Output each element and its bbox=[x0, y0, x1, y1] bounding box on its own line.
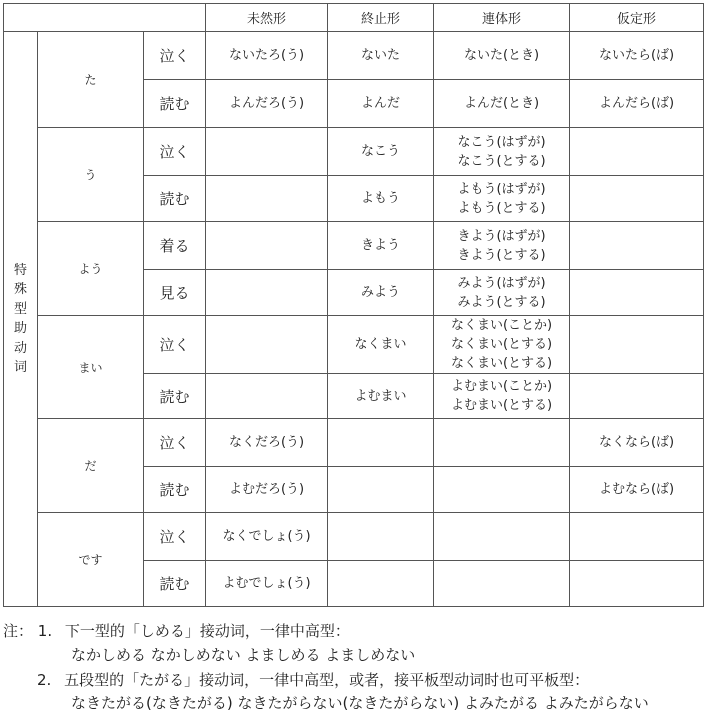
category-char: 殊 bbox=[13, 282, 27, 297]
form-text: よんだ(とき) bbox=[463, 96, 540, 111]
form-cell-rentai bbox=[434, 80, 570, 128]
form-cell-katei bbox=[570, 270, 704, 316]
form-cell-shushi bbox=[328, 222, 434, 270]
table-row bbox=[4, 419, 704, 467]
aux-verb-cell: う bbox=[38, 128, 144, 222]
form-text: よんだろ(う) bbox=[228, 96, 305, 111]
form-text: よむまい(とする) bbox=[450, 398, 553, 413]
form-cell-shushi bbox=[328, 419, 434, 467]
form-cell-rentai bbox=[434, 561, 570, 607]
header-mizen: 未然形 bbox=[206, 4, 328, 32]
form-text: きよう bbox=[361, 238, 401, 253]
form-cell-katei bbox=[570, 316, 704, 374]
header-katei: 仮定形 bbox=[570, 4, 704, 32]
header-shushi: 終止形 bbox=[328, 4, 434, 32]
form-cell-mizen bbox=[206, 32, 328, 80]
form-text: みよう bbox=[361, 285, 401, 300]
verb-cell: 泣く bbox=[144, 513, 206, 561]
form-cell-katei bbox=[570, 32, 704, 80]
verb-cell: 泣く bbox=[144, 32, 206, 80]
form-cell-shushi bbox=[328, 80, 434, 128]
aux-verb-cell: だ bbox=[38, 419, 144, 513]
form-text: よむまい bbox=[354, 388, 407, 404]
note-1 bbox=[3, 620, 350, 643]
table-row bbox=[4, 513, 704, 561]
form-cell-mizen bbox=[206, 419, 328, 467]
form-cell-mizen bbox=[206, 222, 328, 270]
form-text: なくまい bbox=[354, 337, 407, 352]
form-cell-rentai bbox=[434, 316, 570, 374]
form-cell-mizen bbox=[206, 80, 328, 128]
header-row bbox=[4, 4, 704, 32]
form-cell-katei bbox=[570, 176, 704, 222]
form-cell-mizen bbox=[206, 128, 328, 176]
form-text: きよう(はずが) bbox=[457, 228, 546, 244]
verb-cell: 読む bbox=[144, 374, 206, 419]
form-text: みよう(とする) bbox=[457, 294, 546, 310]
form-cell-rentai bbox=[434, 32, 570, 80]
form-text: なくでしょ(う) bbox=[222, 529, 311, 544]
form-cell-shushi bbox=[328, 32, 434, 80]
form-cell-katei bbox=[570, 222, 704, 270]
form-cell-katei bbox=[570, 80, 704, 128]
form-text: きよう(とする) bbox=[457, 247, 546, 263]
form-text: よむなら(ば) bbox=[598, 482, 675, 497]
form-text: ないたろ(う) bbox=[228, 48, 305, 63]
form-text: よむでしょ(う) bbox=[222, 576, 311, 591]
aux-verb-cell: よう bbox=[38, 222, 144, 316]
verb-cell: 泣く bbox=[144, 316, 206, 374]
verb-cell: 読む bbox=[144, 80, 206, 128]
note-2-examples: なきたがる(なきたがる) なきたがらない(なきたがらない) よみたがる よみたがらない bbox=[71, 694, 649, 712]
aux-verb-cell: です bbox=[38, 513, 144, 607]
form-cell-katei bbox=[570, 561, 704, 607]
note-2-label: 2. bbox=[37, 671, 52, 689]
form-cell-rentai bbox=[434, 270, 570, 316]
category-label bbox=[4, 32, 38, 607]
verb-cell: 読む bbox=[144, 467, 206, 513]
form-text: なこう bbox=[361, 144, 401, 159]
form-cell-rentai bbox=[434, 467, 570, 513]
form-cell-mizen bbox=[206, 513, 328, 561]
verb-cell: 読む bbox=[144, 176, 206, 222]
form-cell-katei bbox=[570, 374, 704, 419]
form-cell-shushi bbox=[328, 467, 434, 513]
form-cell-mizen bbox=[206, 176, 328, 222]
header-rentai: 連体形 bbox=[434, 4, 570, 32]
form-cell-shushi bbox=[328, 561, 434, 607]
aux-verb-cell: た bbox=[38, 32, 144, 128]
form-cell-katei bbox=[570, 128, 704, 176]
accent-table bbox=[3, 3, 704, 607]
verb-cell: 泣く bbox=[144, 419, 206, 467]
category-char: 动 bbox=[13, 340, 27, 356]
form-cell-shushi bbox=[328, 316, 434, 374]
form-cell-rentai bbox=[434, 176, 570, 222]
form-text: よもう(とする) bbox=[457, 200, 546, 216]
form-cell-katei bbox=[570, 467, 704, 513]
note-2-text: 五段型的「たがる」接动词，一律中高型，或者，接平板型动词时也可平板型： bbox=[64, 671, 590, 689]
form-cell-rentai bbox=[434, 374, 570, 419]
category-char: 特 bbox=[13, 262, 27, 278]
category-char: 助 bbox=[13, 321, 27, 336]
category-char: 型 bbox=[13, 301, 27, 317]
form-cell-mizen bbox=[206, 467, 328, 513]
form-text: なこう(とする) bbox=[457, 153, 546, 169]
verb-cell: 泣く bbox=[144, 128, 206, 176]
form-text: よもう bbox=[361, 191, 401, 206]
table-body bbox=[4, 32, 704, 607]
form-cell-mizen bbox=[206, 374, 328, 419]
form-cell-shushi bbox=[328, 270, 434, 316]
table-row bbox=[4, 316, 704, 374]
form-text: みよう(はずが) bbox=[457, 275, 546, 291]
form-text: よむだろ(う) bbox=[228, 482, 305, 497]
form-text: よんだ bbox=[361, 96, 401, 111]
form-text: よんだら(ば) bbox=[598, 96, 675, 111]
form-cell-shushi bbox=[328, 374, 434, 419]
note-2 bbox=[37, 669, 589, 692]
form-text: よもう(はずが) bbox=[457, 181, 546, 197]
note-1-label: 1. bbox=[37, 622, 53, 640]
form-text: なくまい(ことか) bbox=[450, 318, 553, 333]
table-row bbox=[4, 32, 704, 80]
header-blank bbox=[4, 4, 206, 32]
verb-cell: 見る bbox=[144, 270, 206, 316]
form-text: なこう(はずが) bbox=[457, 134, 546, 150]
form-cell-rentai bbox=[434, 419, 570, 467]
form-text: なくなら(ば) bbox=[598, 435, 675, 450]
note-prefix: 注： bbox=[3, 622, 34, 640]
form-text: なくまい(とする) bbox=[450, 337, 553, 352]
form-cell-rentai bbox=[434, 222, 570, 270]
form-text: なくまい(とする) bbox=[450, 356, 553, 371]
table-row bbox=[4, 222, 704, 270]
form-cell-katei bbox=[570, 513, 704, 561]
note-1-examples: なかしめる なかしめない よましめる よましめない bbox=[71, 646, 416, 664]
form-cell-mizen bbox=[206, 316, 328, 374]
form-text: よむまい(ことか) bbox=[450, 379, 553, 394]
form-cell-shushi bbox=[328, 513, 434, 561]
form-text: ないたら(ば) bbox=[598, 48, 675, 63]
form-cell-mizen bbox=[206, 270, 328, 316]
form-cell-rentai bbox=[434, 513, 570, 561]
form-cell-shushi bbox=[328, 176, 434, 222]
form-text: ないた bbox=[361, 48, 401, 63]
form-cell-katei bbox=[570, 419, 704, 467]
table-row bbox=[4, 128, 704, 176]
category-char: 词 bbox=[13, 360, 27, 375]
form-text: なくだろ(う) bbox=[228, 435, 305, 450]
form-cell-shushi bbox=[328, 128, 434, 176]
note-1-text: 下一型的「しめる」接动词，一律中高型： bbox=[64, 622, 350, 640]
form-text: ないた(とき) bbox=[463, 48, 540, 63]
form-cell-mizen bbox=[206, 561, 328, 607]
form-cell-rentai bbox=[434, 128, 570, 176]
aux-verb-cell: まい bbox=[38, 316, 144, 419]
verb-cell: 読む bbox=[144, 561, 206, 607]
verb-cell: 着る bbox=[144, 222, 206, 270]
